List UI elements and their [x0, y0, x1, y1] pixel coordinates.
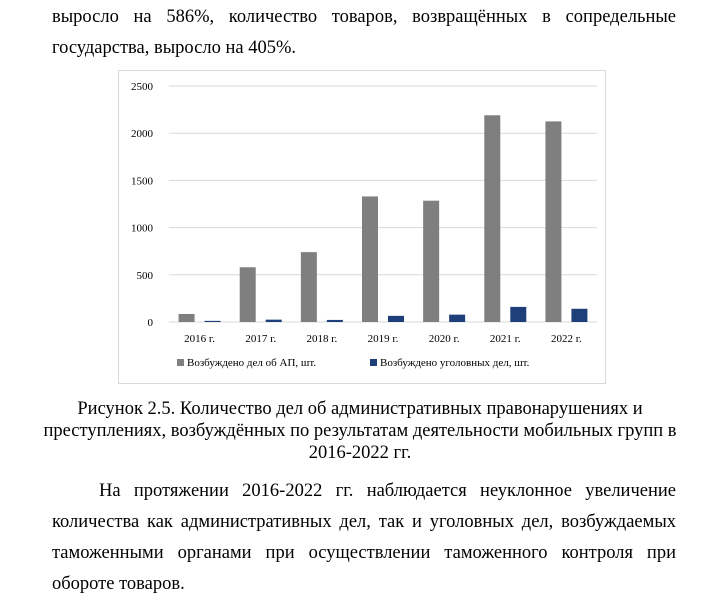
- y-tick-label: 1500: [131, 175, 153, 188]
- paragraph-bottom: На протяжении 2016-2022 гг. наблюдается неуклонное увеличение количества как административных дел, так и уголовных дел, возбуждаемых таможенными органами при осуществлении таможенного контроля при обороте товаров.: [52, 481, 676, 594]
- legend-swatch: [370, 359, 377, 366]
- y-tick-label: 0: [147, 317, 153, 329]
- bar-criminal: [449, 315, 465, 322]
- bar-chart: [119, 71, 607, 385]
- bar-admin: [179, 314, 195, 322]
- paragraph-top: выросло на 586%, количество товаров, возвращённых в сопредельные государства, выросло на 405%.: [52, 7, 676, 58]
- bar-admin: [362, 196, 378, 322]
- x-tick-label: 2018 г.: [306, 333, 338, 345]
- bar-criminal: [327, 320, 343, 322]
- bar-criminal: [571, 309, 587, 322]
- figure-caption: Рисунок 2.5. Количество дел об административных правонарушениях и преступлениях, возбуждённых по результатам деятельности мобильных групп в 2016-2022 гг.: [43, 399, 677, 463]
- chart-area: [118, 70, 606, 384]
- x-tick-label: 2016 г.: [184, 333, 215, 345]
- x-tick-label: 2017 г.: [245, 333, 277, 345]
- x-tick-label: 2021 г.: [489, 333, 521, 345]
- bar-criminal: [388, 316, 404, 322]
- x-tick-label: 2022 г.: [551, 333, 582, 345]
- bar-criminal: [510, 307, 526, 322]
- bar-criminal: [205, 321, 221, 322]
- bar-admin: [423, 201, 439, 322]
- y-tick-label: 2500: [131, 81, 153, 93]
- legend-label: Возбуждено дел об АП, шт.: [187, 357, 317, 369]
- legend-label: Возбуждено уголовных дел, шт.: [380, 357, 530, 369]
- legend-swatch: [177, 359, 184, 366]
- bar-admin: [484, 115, 500, 322]
- y-tick-label: 1000: [131, 222, 153, 235]
- x-tick-label: 2019 г.: [367, 333, 399, 345]
- bar-admin: [545, 121, 561, 322]
- bar-admin: [301, 252, 317, 322]
- x-tick-label: 2020 г.: [428, 333, 460, 345]
- bar-criminal: [266, 320, 282, 322]
- bar-admin: [240, 267, 256, 322]
- y-tick-label: 500: [136, 269, 153, 282]
- y-tick-label: 2000: [131, 128, 153, 141]
